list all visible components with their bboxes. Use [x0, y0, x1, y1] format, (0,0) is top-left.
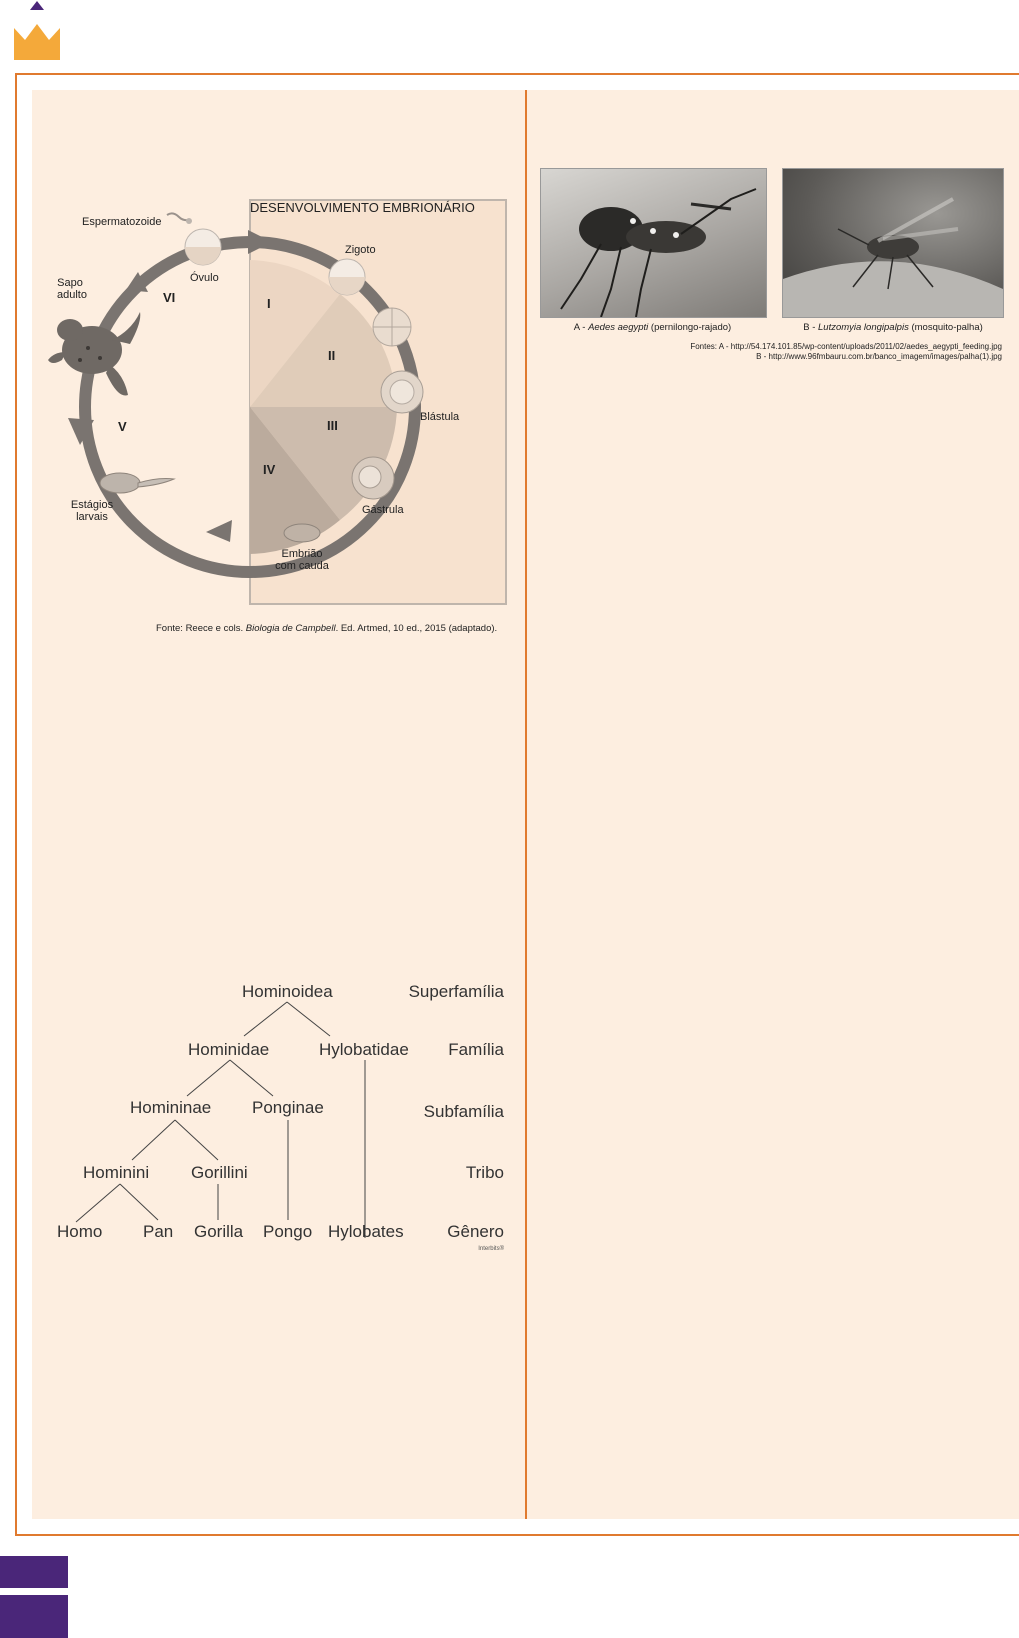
photo-aedes-aegypti — [540, 168, 767, 318]
column-divider — [525, 90, 527, 1519]
caption-b-prefix: B - — [803, 322, 818, 333]
taxon-pongo: Pongo — [263, 1222, 313, 1241]
taxon-gorillini: Gorillini — [191, 1163, 248, 1182]
taxon-hominini: Hominini — [83, 1163, 150, 1182]
label-sapo-adulto — [57, 277, 87, 301]
taxon-homo: Homo — [57, 1222, 103, 1241]
stage-VI: VI — [163, 290, 176, 305]
logo-diamond-icon — [30, 1, 44, 10]
stage-II: II — [328, 348, 336, 363]
caption-a-suffix: (pernilongo-rajado) — [648, 322, 732, 333]
mosquito-source-b: B - http://www.96fmbauru.com.br/banco_imagem/images/palha(1).jpg — [756, 352, 1002, 361]
label-estagios-line2: larvais — [76, 511, 108, 523]
taxon-hylobatidae: Hylobatidae — [319, 1040, 409, 1059]
stage-III: III — [327, 418, 338, 433]
label-embriao-line1: Embrião — [281, 548, 323, 560]
label-embriao-com-cauda — [274, 548, 330, 572]
label-sapo-line2: adulto — [57, 289, 87, 301]
rank-superfamilia: Superfamília — [408, 982, 504, 1001]
caption-a — [540, 322, 765, 333]
tadpole-icon — [100, 473, 140, 493]
label-ovulo: Óvulo — [190, 272, 219, 284]
stage-I: I — [267, 296, 271, 311]
crown-icon — [14, 24, 60, 60]
label-espermatozoide: Espermatozoide — [82, 216, 162, 228]
sperm-icon — [167, 213, 189, 220]
label-zigoto: Zigoto — [345, 244, 376, 256]
frog-icon — [48, 312, 140, 396]
caption-b-suffix: (mosquito-palha) — [908, 322, 983, 333]
caption-b-species: Lutzomyia longipalpis — [818, 322, 909, 333]
taxon-ponginae: Ponginae — [252, 1098, 324, 1117]
label-gastrula: Gástrula — [362, 504, 404, 516]
embryo-figure — [40, 190, 510, 640]
embryo-source-prefix: Fonte: Reece e cols. — [156, 623, 246, 634]
taxonomy-credit: Interbits® — [478, 1246, 504, 1252]
rank-familia: Família — [448, 1040, 504, 1059]
taxon-homininae: Homininae — [130, 1098, 212, 1117]
embryo-title: DESENVOLVIMENTO EMBRIONÁRIO — [250, 200, 475, 215]
taxon-hominoidea: Hominoidea — [242, 982, 333, 1001]
taxon-hominidae: Hominidae — [188, 1040, 270, 1059]
label-blastula: Blástula — [420, 411, 460, 423]
mosquito-b-icon — [783, 169, 1003, 317]
sperm-head-icon — [186, 218, 192, 224]
tadpole-tail-icon — [138, 479, 174, 488]
stage-IV: IV — [263, 462, 276, 477]
stage-V: V — [118, 419, 127, 434]
photo-lutzomyia-longipalpis — [782, 168, 1004, 318]
taxon-gorilla: Gorilla — [194, 1222, 244, 1241]
taxon-hylobates: Hylobates — [328, 1222, 404, 1241]
gastrula-cavity-icon — [359, 466, 381, 488]
mosquito-source-a: Fontes: A - http://54.174.101.85/wp-content/uploads/2011/02/aedes_aegypti_feeding.jpg — [690, 342, 1002, 351]
embryo-source — [156, 623, 497, 634]
rank-subfamilia: Subfamília — [423, 1102, 504, 1121]
side-tab-top — [0, 1556, 68, 1588]
side-tab-bottom — [0, 1595, 68, 1638]
embryo-source-title: Biologia de Campbell — [245, 623, 336, 634]
label-estagios-line1: Estágios — [70, 499, 114, 511]
embryo-source-suffix: . Ed. Artmed, 10 ed., 2015 (adaptado). — [335, 623, 498, 634]
mosquito-a-icon — [541, 169, 766, 317]
label-sapo-line1: Sapo — [57, 277, 83, 289]
label-estagios-larvais — [70, 499, 114, 523]
caption-a-prefix: A - — [573, 322, 589, 333]
caption-b — [782, 322, 1004, 333]
rank-genero: Gênero — [447, 1222, 504, 1241]
arrow-bottom-icon — [206, 520, 232, 542]
label-embriao-line2: com cauda — [275, 560, 329, 572]
crown-logo — [14, 0, 64, 64]
caption-a-species: Aedes aegypti — [588, 322, 649, 333]
embryo-tail-icon — [284, 524, 320, 542]
blastula-cavity-icon — [390, 380, 414, 404]
taxonomy-tree — [54, 978, 504, 1258]
ovulo-shade-icon — [185, 247, 221, 265]
rank-tribo: Tribo — [465, 1163, 504, 1182]
taxon-pan: Pan — [143, 1222, 174, 1241]
